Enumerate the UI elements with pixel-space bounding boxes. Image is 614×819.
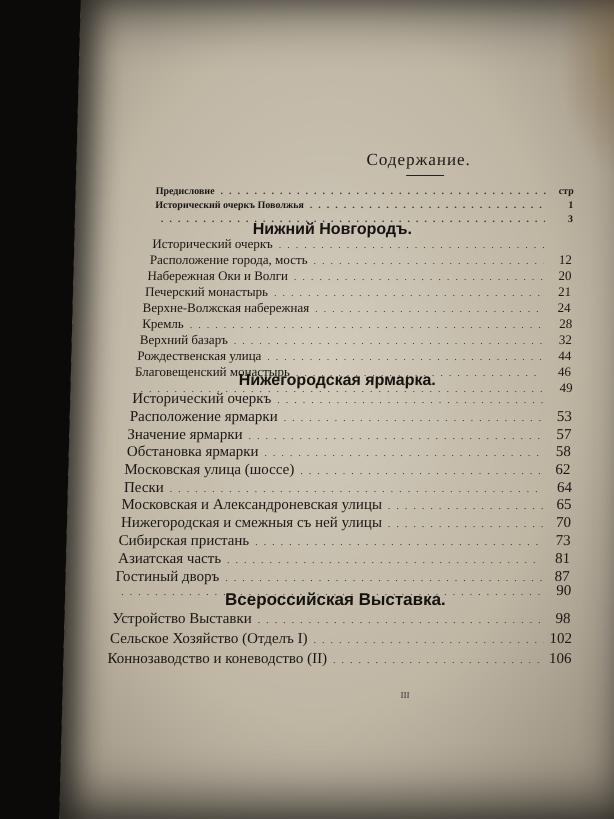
- toc-entry: Московская и Александроневская улицы ..... 65: [121, 497, 571, 514]
- toc-entry: Предисловие ..... стр: [156, 186, 574, 197]
- toc-entry: Кремль ..... 28: [142, 316, 572, 332]
- water-stain: [556, 0, 614, 180]
- toc-entry: Верхне-Волжская набережная ..... 24: [142, 300, 570, 316]
- section-title: Всероссийская Выставка.: [224, 590, 447, 609]
- section-title: Нижегородская ярмарка.: [238, 372, 437, 389]
- page-number: III: [400, 690, 410, 700]
- toc-entry: Благовещенский монастырь ..... 46: [135, 364, 571, 380]
- toc-entry: Коннозаводство и коневодство (II) ..... 106: [107, 651, 571, 668]
- toc-entry: Набережная Оки и Волги ..... 20: [147, 268, 571, 284]
- toc-entry: Расположение ярмарки ..... 53: [130, 409, 572, 426]
- toc-entry: Азиатская часть ..... 81: [118, 551, 570, 568]
- toc-entry: Сибирская пристань ..... 73: [118, 533, 570, 550]
- toc-entry: Нижегородская и смежныя съ ней улицы ..... 70: [121, 515, 571, 532]
- toc-entry: ..... 49: [134, 380, 572, 396]
- toc-entry: Верхний базаръ ..... 32: [140, 332, 572, 348]
- heading-rule: [406, 175, 444, 176]
- toc-entry: Пески ..... 64: [124, 480, 572, 497]
- toc-entry: Гостиный дворъ ..... 87: [115, 569, 569, 586]
- toc-entry: Обстановка ярмарки ..... 58: [127, 444, 571, 461]
- section-title: Нижний Новгородъ.: [252, 221, 413, 238]
- toc-entry: Печерский монастырь ..... 21: [145, 284, 571, 300]
- contents-heading: Содержание.: [366, 150, 472, 169]
- book-page: [59, 0, 614, 819]
- toc-entry: Устройство Выставки ..... 98: [112, 611, 570, 628]
- toc-entry: Исторический очеркъ .....: [152, 236, 572, 252]
- toc-entry: ..... 3: [155, 214, 573, 225]
- toc-entry: Исторический очеркъ .....: [132, 391, 572, 408]
- toc-entry: ..... 90: [115, 583, 571, 600]
- toc-entry: Расположение города, мость ..... 12: [150, 252, 572, 268]
- toc-entry: Сельское Хозяйство (Отделъ I) ..... 102: [110, 631, 572, 648]
- toc-entry: Исторический очеркъ Поволжья ..... 1: [155, 200, 573, 211]
- toc-entry: Московская улица (шоссе) ..... 62: [124, 462, 570, 479]
- toc-entry: Значение ярмарки ..... 57: [127, 427, 571, 444]
- toc-entry: Рождественская улица ..... 44: [137, 348, 571, 364]
